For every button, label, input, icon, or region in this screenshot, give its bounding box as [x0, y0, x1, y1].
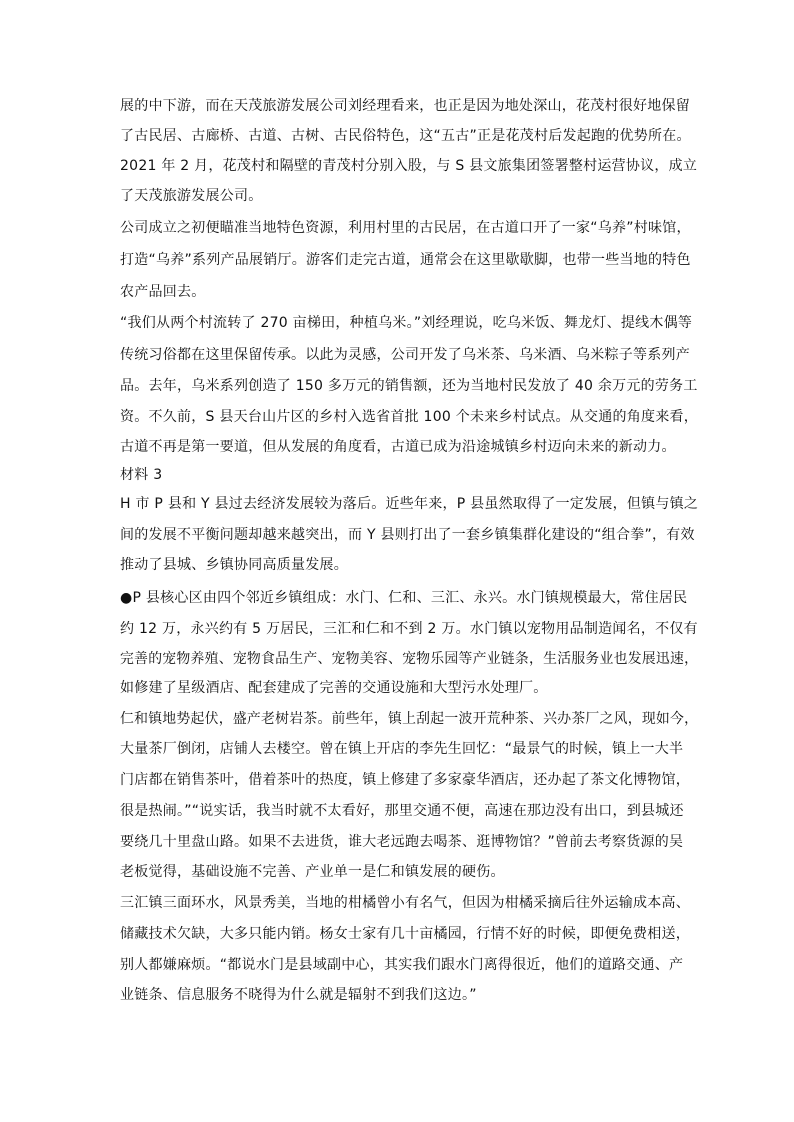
text-line: 公司成立之初便瞄准当地特色资源，利用村里的古民居，在古道口开了一家“乌养”村味馆， [120, 220, 691, 236]
text-line: 要绕几十里盘山路。如果不去进货，谁大老远跑去喝茶、逛博物馆？”曾前去考察货源的吴 [120, 834, 684, 850]
bullet-line: ●P 县核心区由四个邻近乡镇组成：水门、仁和、三汇、永兴。水门镇规模最大，常住居民 [120, 590, 688, 606]
text-line: H 市 P 县和 Y 县过去经济发展较为落后。近些年来，P 县虽然取得了一定发展，但镇与镇之 [120, 496, 699, 512]
text-line: 别人都嫌麻烦。“都说水门是县域副中心，其实我们跟水门离得很近，他们的道路交通、产 [120, 957, 684, 973]
text-line: 古道不再是第一要道，但从发展的角度看，古道已成为沿途城镇乡村迈向未来的新动力。 [120, 439, 676, 455]
text-line: 完善的宠物养殖、宠物食品生产、宠物美容、宠物乐园等产业链条，生活服务业也发展迅速， [120, 651, 699, 667]
text-line: 大量茶厂倒闭，店铺人去楼空。曾在镇上开店的李先生回忆：“最景气的时候，镇上一大半 [120, 741, 684, 757]
text-line: “我们从两个村流转了 270 亩梯田，种植乌米。”刘经理说，吃乌米饭、舞龙灯、提线木偶等 [120, 315, 693, 331]
text-line: 品。去年，乌米系列创造了 150 多万元的销售额，还为当地村民发放了 40 余万元的劳务工 [120, 378, 698, 394]
text-line: 了天茂旅游发展公司。 [120, 188, 263, 204]
text-line: 三汇镇三面环水，风景秀美，当地的柑橘曾小有名气，但因为柑橘采摘后往外运输成本高、 [120, 895, 690, 911]
text-line: 仁和镇地势起伏，盛产老树岩茶。前些年，镇上刮起一波开荒种茶、兴办茶厂之风，现如今， [120, 711, 699, 727]
text-line: 推动了县城、乡镇协同高质量发展。 [120, 557, 348, 573]
text-line: 传统习俗都在这里保留传承。以此为灵感，公司开发了乌米茶、乌米酒、乌米粽子等系列产 [120, 347, 690, 363]
text-line: 了古民居、古廊桥、古道、古树、古民俗特色，这“五古”正是花茂村后发起跑的优势所在。 [120, 128, 691, 144]
text-line: 2021 年 2 月，花茂村和隔壁的青茂村分别入股，与 S 县文旅集团签署整村运营协议，成立 [120, 158, 698, 174]
text-line: 储藏技术欠缺，大多只能内销。杨女士家有几十亩橘园，行情不好的时候，即便免费相送， [120, 926, 690, 942]
text-line: 业链条、信息服务不晓得为什么就是辐射不到我们这边。” [120, 987, 477, 1003]
text-line: 门店都在销售茶叶，借着茶叶的热度，镇上修建了多家豪华酒店，还办起了茶文化博物馆， [120, 772, 690, 788]
text-line: 如修建了星级酒店、配套建成了完善的交通设施和大型污水处理厂。 [120, 680, 548, 696]
text-line: 资。不久前，S 县天台山片区的乡村入选省首批 100 个未来乡村试点。从交通的角度来看， [120, 409, 698, 425]
text-line: 间的发展不平衡问题却越来越突出，而 Y 县则打出了一套乡镇集群化建设的“组合拳”，有效 [120, 527, 695, 543]
text-line: 很是热闹。”“说实话，我当时就不太看好，那里交通不便，高速在那边没有出口，到县城还 [120, 803, 684, 819]
text-line: 展的中下游，而在天茂旅游发展公司刘经理看来，也正是因为地处深山，花茂村很好地保留 [120, 98, 690, 114]
text-line: 打造“乌养”系列产品展销厅。游客们走完古道，通常会在这里歇歇脚，也带一些当地的特色 [120, 252, 691, 268]
text-line: 约 12 万，永兴约有 5 万居民，三汇和仁和不到 2 万。水门镇以宠物用品制造闻名，不仅有 [120, 621, 698, 637]
section-heading: 材料 3 [120, 467, 163, 483]
text-line: 老板觉得，基础设施不完善、产业单一是仁和镇发展的硬伤。 [120, 864, 505, 880]
text-line: 农产品回去。 [120, 284, 206, 300]
